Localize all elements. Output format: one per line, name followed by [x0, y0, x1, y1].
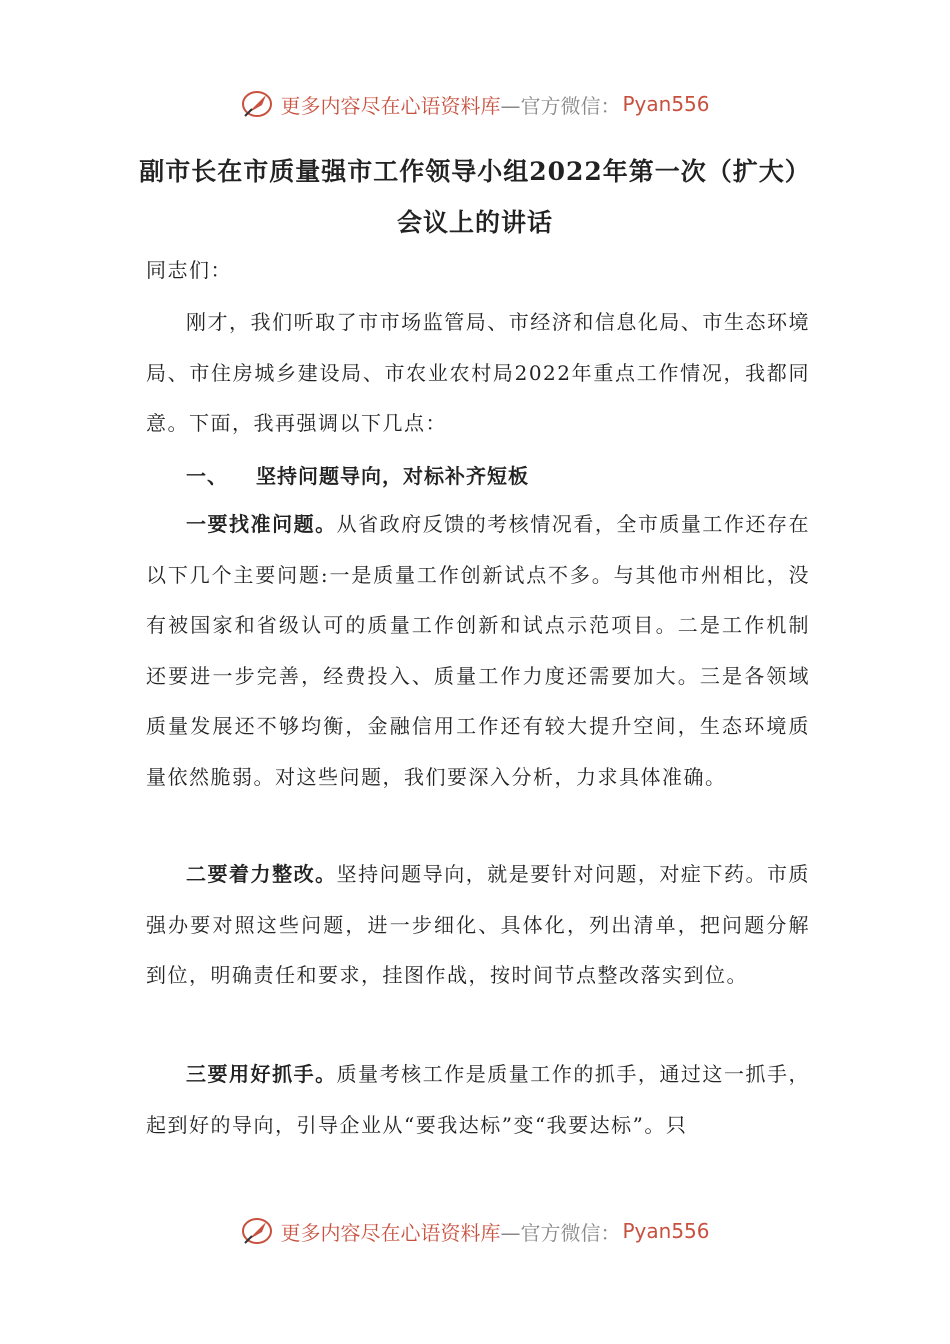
watermark-label: —官方微信：	[500, 93, 621, 118]
paragraph-lead: 三要用好抓手。	[186, 1062, 337, 1086]
section-number: 一、	[186, 464, 228, 488]
document-title-line1: 副市长在市质量强市工作领导小组2022年第一次（扩大）	[139, 157, 811, 186]
paragraph-leverage	[146, 1049, 810, 1150]
document-title-line2: 会议上的讲话	[396, 208, 553, 237]
paragraph-rectify	[146, 849, 810, 1001]
section-title: 坚持问题导向，对标补齐短板	[256, 464, 529, 488]
paragraph-body: 质量考核工作是质量工作的抓手，通过这一抓手，起到好的导向，引导企业从“要我达标”变“我要达标”。只	[146, 1062, 810, 1137]
paragraph-body: 坚持问题导向，就是要针对问题，对症下药。市质强办要对照这些问题，进一步细化、具体化，列出清单，把问题分解到位，明确责任和要求，挂图作战，按时间节点整改落实到位。	[146, 862, 810, 987]
quill-logo-icon	[240, 1214, 274, 1248]
watermark-brand: 更多内容尽在心语资料库	[280, 1220, 501, 1245]
watermark-label: —官方微信：	[500, 1220, 621, 1245]
section-heading	[186, 460, 529, 489]
watermark-footer	[0, 1211, 950, 1251]
watermark-brand: 更多内容尽在心语资料库	[280, 93, 501, 118]
intro-paragraph: 刚才，我们听取了市市场监管局、市经济和信息化局、市生态环境局、市住房城乡建设局、市农业农村局2022年重点工作情况，我都同意。下面，我再强调以下几点：	[146, 310, 810, 435]
paragraph-lead: 一要找准问题。	[186, 512, 337, 536]
watermark-id: Pyan556	[622, 1219, 710, 1243]
watermark-id: Pyan556	[622, 92, 710, 116]
watermark-header	[0, 84, 950, 124]
quill-logo-icon	[240, 87, 274, 121]
paragraph-find-problems	[146, 499, 810, 802]
greeting: 同志们：	[146, 258, 232, 282]
paragraph-body: 从省政府反馈的考核情况看，全市质量工作还存在以下几个主要问题:一是质量工作创新试点不多。与其他市州相比，没有被国家和省级认可的质量工作创新和试点示范项目。二是工作机制还要进一步完善，经费投入、质量工作力度还需要加大。三是各领域质量发展还不够均衡，金融信用工作还有较大提升空间，生态环境质量依然脆弱。对这些问题，我们要深入分析，力求具体准确。	[146, 512, 810, 789]
paragraph-lead: 二要着力整改。	[186, 862, 337, 886]
